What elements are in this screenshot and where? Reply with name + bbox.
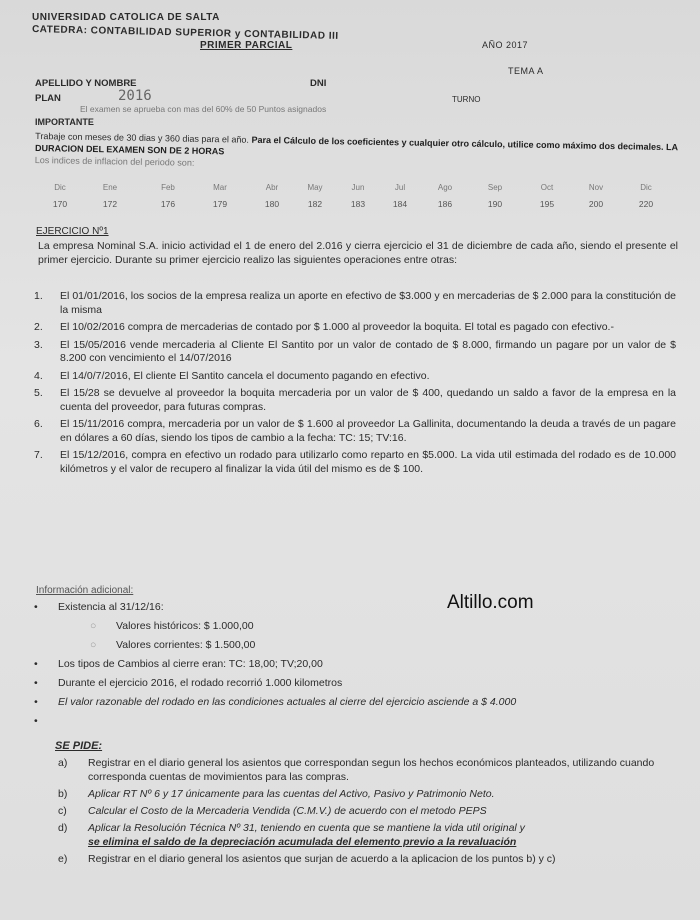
task-item-letter: b) [58, 788, 68, 800]
exercise-item-number: 3. [34, 338, 43, 351]
info-item-text: Durante el ejercicio 2016, el rodado recorrió 1.000 kilometros [58, 677, 343, 689]
exam-tema: TEMA A [508, 66, 544, 76]
exercise-item [30, 370, 676, 384]
month-label: Sep [487, 183, 503, 192]
month-index-value: 195 [539, 199, 555, 209]
exercise-item-text: El 15/28 se devuelve al proveedor la boquita mercaderia por un valor de $ 400, quedando un saldo a favor de la empresa en la cuenta del proveedor, para futuras compras. [60, 387, 676, 413]
task-item-letter: e) [58, 853, 68, 865]
month-index-value: 180 [264, 199, 280, 209]
exercise-item-text: El 15/12/2016, compra en efectivo un rodado para utilizarlo como reparto en $5.000. La vida util estimada del rodado es de 10.000 kilómetros y el valor de recupero al finalizar la vida útil del mismo es de $ 100. [60, 449, 676, 475]
exam-year: AÑO 2017 [482, 40, 529, 50]
instr-line1-bold: Para el Cálculo de los coeficientes y cualquier otro cálculo, utilice como máximo dos decimales. LA DURACION DEL EXAMEN SON DE 2 HORAS [34, 134, 678, 157]
bullet-icon: • [34, 677, 38, 689]
task-item-underlined-text: se elimina el saldo de la depreciación acumulada del elemento previo a la revaluación [88, 836, 517, 848]
info-item [30, 676, 676, 690]
bullet-icon: ○ [90, 639, 97, 651]
exercise-item-text: El 10/02/2016 compra de mercaderias de contado por $ 1.000 al proveedor la boquita. El total es pagado con efectivo.- [60, 321, 614, 333]
exercise-item [30, 339, 676, 366]
task-item-text: Registrar en el diario general los asientos que surjan de acuerdo a la aplicacion de los puntos b) y c) [88, 853, 556, 865]
month-index-value: 190 [487, 199, 503, 209]
month-index-value: 186 [437, 199, 453, 209]
info-list [30, 600, 676, 727]
task-item-letter: c) [58, 805, 67, 817]
field-apellido-label: APELLIDO Y NOMBRE [35, 78, 137, 89]
month-label: Oct [540, 183, 554, 192]
info-item-text: El valor razonable del rodado en las condiciones actuales al cierre del ejercicio asciende a $ 4.000 [58, 696, 517, 708]
exercise-item-number: 6. [34, 418, 43, 430]
info-item [30, 638, 676, 652]
watermark: Altillo.com [447, 592, 534, 613]
info-item [30, 695, 676, 709]
exercise-item-text: El 15/05/2016 vende mercaderia al Cliente El Santito por un valor de contado de $ 8.000, firmando un pagare por un valor de $ 8.200 con vencimiento el 14/07/2016 [60, 338, 676, 364]
important-instructions [35, 130, 686, 177]
instr-line1: Trabaje con meses de 30 dias y 360 dias para el año. [35, 131, 250, 145]
month-label: Mar [213, 183, 227, 192]
bullet-icon: • [34, 696, 38, 708]
university-name: UNIVERSIDAD CATOLICA DE SALTA [32, 12, 220, 23]
info-item [30, 657, 676, 671]
month-label: Feb [161, 183, 175, 192]
task-item [30, 821, 676, 849]
info-item-text: Valores corrientes: $ 1.500,00 [116, 639, 256, 651]
task-item [30, 756, 676, 784]
tasks-title: SE PIDE: [55, 740, 103, 752]
info-item-text: Existencia al 31/12/16: [58, 601, 164, 613]
exercise-item [30, 449, 676, 476]
exercise-item-number: 7. [34, 449, 43, 461]
exercise-item-number: 4. [34, 369, 43, 382]
month-index-value: 200 [588, 199, 604, 209]
task-item [30, 804, 676, 818]
month-index-value: 172 [102, 199, 118, 209]
tasks-list [30, 756, 676, 869]
month-index-value: 179 [212, 199, 228, 209]
month-label: Ago [437, 183, 453, 192]
month-index-value: 220 [638, 199, 654, 209]
exercise-title: EJERCICIO Nº1 [36, 226, 109, 237]
exercise-item-number: 2. [34, 321, 43, 333]
month-label: Ene [102, 183, 118, 192]
month-index-value: 170 [52, 199, 68, 209]
month-index-value: 182 [307, 199, 323, 209]
task-item-letter: a) [58, 757, 68, 769]
month-label: Dic [640, 183, 652, 192]
info-title: Información adicional: [36, 585, 134, 596]
task-item [30, 852, 676, 866]
instr-line2: Los indices de inflacion del periodo son: [34, 154, 195, 168]
exercise-items [30, 290, 676, 480]
task-item [30, 787, 676, 801]
exercise-item-number: 5. [34, 387, 43, 399]
exercise-item-text: El 14/0/7/2016, El cliente El Santito cancela el documento pagando en efectivo. [60, 369, 430, 382]
month-label: Jul [394, 183, 406, 192]
exercise-item [30, 321, 676, 335]
bullet-icon: ○ [90, 620, 97, 632]
field-dni-label: DNI [310, 78, 327, 89]
month-index-value: 176 [160, 199, 176, 209]
info-item-text: Los tipos de Cambios al cierre eran: TC: 18,00; TV;20,00 [58, 658, 323, 670]
exercise-item-text: El 01/01/2016, los socios de la empresa realiza un aporte en efectivo de $3.000 y en mercaderias de $ 2.000 para la constitución de la misma [60, 290, 676, 316]
field-turno-label: TURNO [452, 95, 481, 104]
info-item [30, 600, 676, 614]
field-plan-value: 2016 [118, 88, 152, 104]
month-index-value: 183 [350, 199, 366, 209]
task-item-text: Aplicar la Resolución Técnica Nº 31, teniendo en cuenta que se mantiene la vida util original y [88, 822, 525, 834]
task-item-text: Registrar en el diario general los asientos que correspondan segun los hechos económicos planteados, utilizando cuando corresponda cuentas de movimientos para las compras. [88, 757, 655, 783]
exercise-item [30, 418, 676, 445]
exercise-item-text: El 15/11/2016 compra, mercaderia por un valor de $ 1.600 al proveedor La Gallinita, documentando la deuda a través de un pagare en dólares a 60 días, siendo los tipos de cambio a la fecha: TC: 15; TV:16. [60, 418, 676, 444]
info-item-text: Valores históricos: $ 1.000,00 [116, 620, 254, 632]
task-item-text: Calcular el Costo de la Mercaderia Vendida (C.M.V.) de acuerdo con el metodo PEPS [88, 805, 487, 817]
bullet-icon: • [34, 658, 38, 670]
month-label: Abr [265, 183, 279, 192]
info-item [30, 619, 676, 633]
exercise-item-number: 1. [34, 290, 43, 302]
exam-title: PRIMER PARCIAL [200, 40, 293, 51]
task-item-text: Aplicar RT Nº 6 y 17 únicamente para las cuentas del Activo, Pasivo y Patrimonio Neto. [88, 788, 495, 800]
task-item-letter: d) [58, 822, 68, 834]
important-label: IMPORTANTE [35, 117, 94, 127]
month-label: Nov [588, 183, 604, 192]
month-index-value: 184 [392, 199, 408, 209]
exercise-item [30, 290, 676, 317]
inflation-index-table [30, 183, 680, 215]
exercise-intro: La empresa Nominal S.A. inicio actividad el 1 de enero del 2.016 y cierra ejercicio el 31 de diciembre de cada año, siendo el presente el primer ejercicio. Durante su primer ejercicio realizo las siguientes operaciones entre otras: [38, 240, 678, 266]
field-plan-label: PLAN [35, 93, 61, 104]
exercise-item [30, 387, 676, 414]
catedra: CATEDRA: CONTABILIDAD SUPERIOR y CONTABILIDAD III [31, 24, 339, 42]
bullet-icon: • [34, 601, 38, 613]
month-label: Dic [54, 183, 66, 192]
month-label: May [307, 183, 323, 192]
bullet-icon: • [34, 715, 38, 727]
approval-note: El examen se aprueba con mas del 60% de 50 Puntos asignados [80, 104, 327, 114]
month-label: Jun [351, 183, 365, 192]
